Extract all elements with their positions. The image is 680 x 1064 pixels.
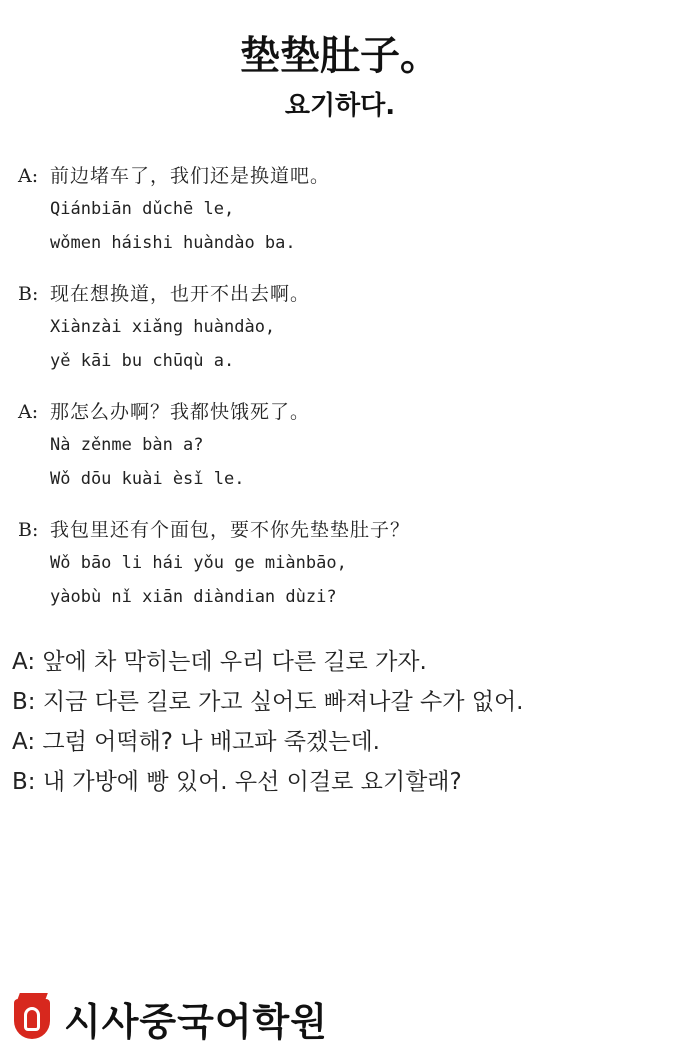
pinyin-line: Qiánbiān dǔchē le, <box>50 199 235 219</box>
hanzi-line: 前边堵车了，我们还是换道吧。 <box>50 165 331 187</box>
translation-line: B: 지금 다른 길로 가고 싶어도 빠져나갈 수가 없어. <box>12 689 524 715</box>
hanzi-line: 那怎么办啊？我都快饿死了。 <box>50 401 311 423</box>
speaker-label: B: <box>18 283 39 305</box>
turn-lines <box>50 396 310 496</box>
pinyin-line: yàobù nǐ xiān diàndian dùzi? <box>50 587 337 607</box>
speaker-label: B: <box>18 519 39 541</box>
hanzi-line: 现在想换道，也开不出去啊。 <box>50 283 311 305</box>
dialogue-turn <box>18 514 658 632</box>
hanzi-line: 我包里还有个面包，要不你先垫垫肚子？ <box>50 519 411 541</box>
dialogue-section <box>18 160 658 632</box>
turn-lines <box>50 514 410 614</box>
brand-name: 시사중국어학원 <box>64 999 328 1044</box>
sisa-shield-logo-icon <box>10 993 54 1043</box>
speaker-label: A: <box>18 165 39 187</box>
turn-lines <box>50 160 330 260</box>
header <box>0 30 680 124</box>
pinyin-line: yě kāi bu chūqù a. <box>50 351 235 371</box>
footer-brand <box>10 988 328 1048</box>
dialogue-turn <box>18 160 658 278</box>
page-subtitle: 요기하다. <box>284 91 396 121</box>
pinyin-line: Xiànzài xiǎng huàndào, <box>50 317 276 337</box>
dialogue-turn <box>18 396 658 514</box>
page-title: 垫垫肚子。 <box>240 33 440 79</box>
pinyin-line: Wǒ dōu kuài èsǐ le. <box>50 469 245 489</box>
translation-line: B: 내 가방에 빵 있어. 우선 이걸로 요기할래? <box>12 769 462 795</box>
speaker-label: A: <box>18 401 39 423</box>
pinyin-line: wǒmen háishi huàndào ba. <box>50 233 296 253</box>
turn-lines <box>50 278 310 378</box>
translation-line: A: 그럼 어떡해? 나 배고파 죽겠는데. <box>12 729 380 755</box>
korean-translation <box>12 642 672 802</box>
pinyin-line: Wǒ bāo li hái yǒu ge miànbāo, <box>50 553 347 573</box>
translation-line: A: 앞에 차 막히는데 우리 다른 길로 가자. <box>12 649 427 675</box>
pinyin-line: Nà zěnme bàn a? <box>50 435 204 455</box>
dialogue-turn <box>18 278 658 396</box>
